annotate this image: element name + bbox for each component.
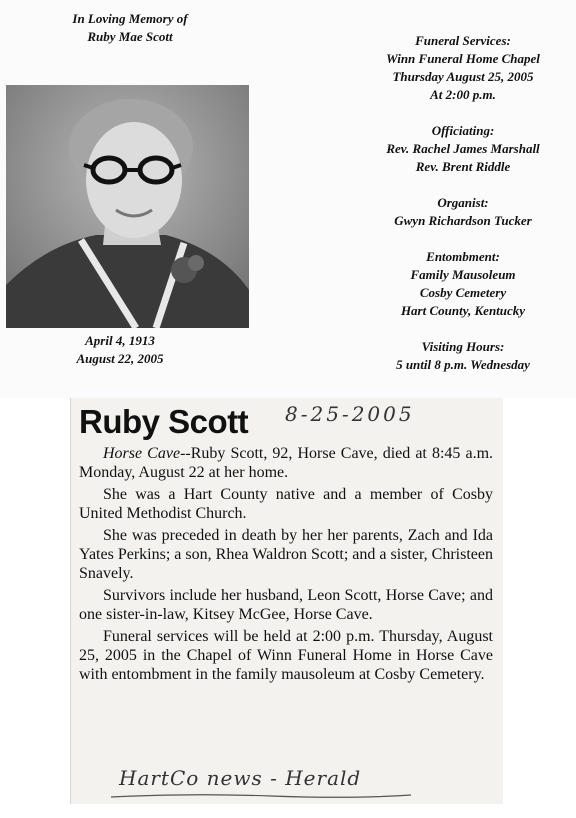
heading-line-1: In Loving Memory of	[72, 11, 188, 26]
service-line: Thursday August 25, 2005	[392, 69, 534, 84]
visiting-hours-block	[348, 338, 576, 374]
death-date: August 22, 2005	[76, 351, 164, 366]
service-details	[348, 32, 576, 392]
service-line: Cosby Cemetery	[419, 285, 507, 300]
handwritten-date: 8-25-2005	[285, 402, 415, 426]
service-line: Organist:	[437, 195, 489, 210]
obituary-paragraph: She was preceded in death by her her parents, Zach and Ida Yates Perkins; a son, Rhea Waldron Scott; and a sister, Christeen Snavely.	[79, 527, 493, 582]
obituary-headline: Ruby Scott	[79, 403, 249, 440]
service-line: Funeral Services:	[415, 33, 511, 48]
service-line: Hart County, Kentucky	[400, 303, 526, 318]
birth-date: April 4, 1913	[85, 333, 155, 348]
heading-name: Ruby Mae Scott	[87, 29, 173, 44]
newspaper-clipping	[70, 398, 503, 804]
organist-block	[348, 194, 576, 230]
portrait-photo	[6, 85, 249, 328]
entombment-block	[348, 248, 576, 320]
service-line: Visiting Hours:	[421, 339, 505, 354]
obituary-paragraph	[79, 444, 493, 482]
memorial-card	[0, 0, 576, 398]
handwritten-source: HartCo news - Herald	[119, 766, 362, 790]
obituary-body	[79, 444, 493, 687]
service-line: Rev. Rachel James Marshall	[386, 141, 540, 156]
service-line: Winn Funeral Home Chapel	[386, 51, 540, 66]
obituary-paragraph: Funeral services will be held at 2:00 p.m. Thursday, August 25, 2005 in the Chapel of Winn Funeral Home in Horse Cave with entombment in the family mausoleum at Cosby Cemetery.	[79, 628, 493, 683]
service-line: Officiating:	[431, 123, 495, 138]
funeral-services-block	[348, 32, 576, 104]
officiating-block	[348, 122, 576, 176]
dateline-place: Horse Cave	[103, 445, 181, 462]
service-line: 5 until 8 p.m. Wednesday	[396, 357, 530, 372]
obituary-paragraph: Survivors include her husband, Leon Scott, Horse Cave; and one sister-in-law, Kitsey McGee, Horse Cave.	[79, 587, 493, 623]
service-line: Rev. Brent Riddle	[415, 159, 511, 174]
memorial-heading	[40, 10, 220, 46]
service-line: Family Mausoleum	[410, 267, 516, 282]
handwritten-underline	[111, 792, 411, 800]
obituary-paragraph: She was a Hart County native and a member of Cosby United Methodist Church.	[79, 486, 493, 522]
service-line: Gwyn Richardson Tucker	[394, 213, 532, 228]
service-line: Entombment:	[426, 249, 500, 264]
life-dates	[30, 332, 210, 368]
service-line: At 2:00 p.m.	[430, 87, 496, 102]
dateline-text: --Ruby Scott, 92, Horse Cave, died at 8:45 a.m. Monday, August 22 at her home.	[79, 445, 494, 481]
